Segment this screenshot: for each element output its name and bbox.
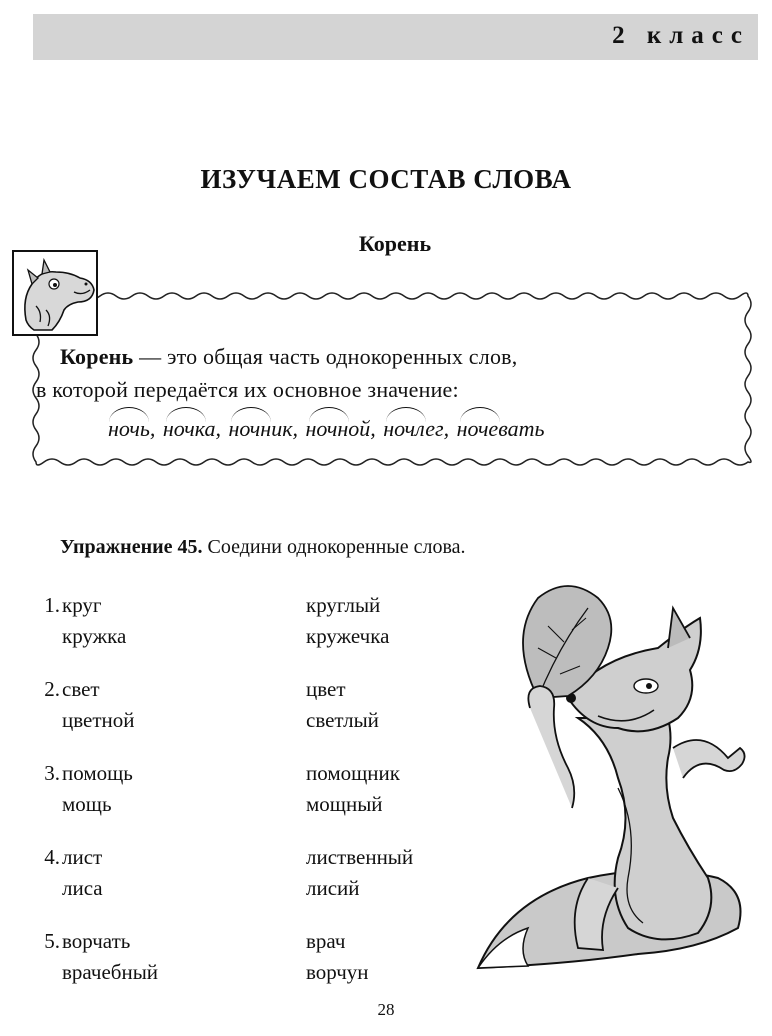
group-number: 5. <box>44 929 60 953</box>
example-word: ночевать <box>457 416 545 442</box>
definition-text <box>36 340 750 406</box>
page-number: 28 <box>377 1000 395 1019</box>
definition-term: Корень <box>60 344 134 369</box>
example-word: ночлег, <box>383 416 449 442</box>
left-word-column <box>62 758 133 820</box>
dragon-mascot-icon <box>12 250 98 336</box>
definition-rest: — это общая часть однокоренных слов, <box>133 344 518 369</box>
group-number: 2. <box>44 677 60 701</box>
exercise-instruction: Соедини однокоренные слова. <box>202 536 466 558</box>
word: лиса <box>62 876 103 900</box>
example-words <box>108 416 748 442</box>
group-number: 3. <box>44 761 60 785</box>
right-word-column <box>306 842 413 904</box>
word: мощь <box>62 792 112 816</box>
left-word-column <box>62 926 158 988</box>
definition-line-2: в которой передаётся их основное значение: <box>36 377 459 402</box>
example-word: ночной, <box>306 416 376 442</box>
example-word: ночь, <box>108 416 155 442</box>
page-title: ИЗУЧАЕМ СОСТАВ СЛОВА <box>200 164 572 194</box>
word: кружечка <box>306 624 390 648</box>
word: цвет <box>306 677 346 701</box>
group-number: 4. <box>44 845 60 869</box>
right-word-column <box>306 926 369 988</box>
word: ворчун <box>306 960 369 984</box>
word: помощь <box>62 761 133 785</box>
grade-label: 2 класс <box>612 22 750 49</box>
word: кружка <box>62 624 127 648</box>
example-word: ночка, <box>163 416 221 442</box>
definition-line-1 <box>60 340 750 373</box>
left-word-column <box>62 590 126 652</box>
word: светлый <box>306 708 379 732</box>
word: лиственный <box>306 845 414 869</box>
word: мощный <box>306 792 383 816</box>
word: свет <box>62 677 100 701</box>
left-word-column <box>62 842 103 904</box>
word: лист <box>62 845 103 869</box>
grade-header-bar <box>33 14 758 60</box>
word: лисий <box>306 876 360 900</box>
section-subtitle: Корень <box>358 231 432 256</box>
word: помощник <box>306 761 400 785</box>
word: врач <box>306 929 346 953</box>
right-word-column <box>306 758 400 820</box>
word: круг <box>62 593 102 617</box>
word: цветной <box>62 708 135 732</box>
word: круглый <box>306 593 381 617</box>
right-word-column <box>306 674 379 736</box>
left-word-column <box>62 674 135 736</box>
word: ворчать <box>62 929 131 953</box>
group-number: 1. <box>44 593 60 617</box>
fox-with-leaf-illustration <box>468 578 768 998</box>
right-word-column <box>306 590 389 652</box>
word: врачебный <box>62 960 159 984</box>
exercise-heading <box>60 536 466 559</box>
exercise-label: Упражнение 45. <box>60 536 203 558</box>
example-word: ночник, <box>228 416 298 442</box>
